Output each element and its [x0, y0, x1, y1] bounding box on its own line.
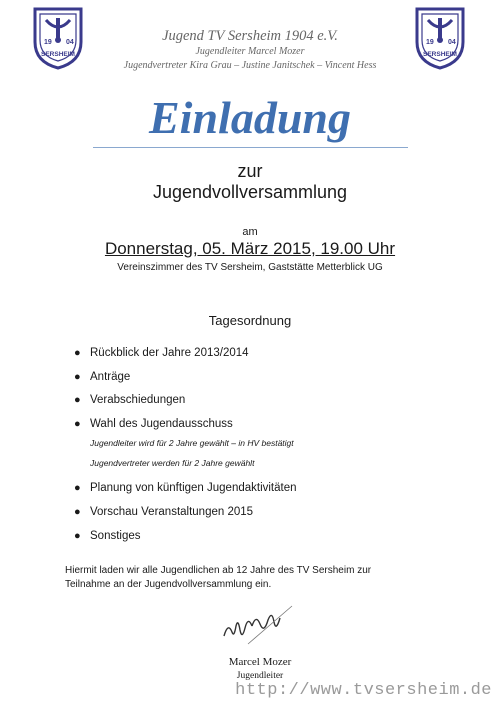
logo-year-left: 19: [426, 39, 434, 46]
closing-line: Teilnahme an der Jugendvollversammlung ein.: [65, 579, 272, 590]
logo-year-right: 04: [448, 39, 456, 46]
website-link[interactable]: http://www.tvsersheim.de: [235, 681, 492, 700]
bullet-icon: ●: [74, 371, 81, 383]
agenda-item-text: Rückblick der Jahre 2013/2014: [90, 347, 249, 359]
event-venue: Vereinszimmer des TV Sersheim, Gaststätte Metterblick UG: [117, 262, 383, 273]
page-title: Einladung: [149, 92, 351, 143]
bullet-icon: ●: [74, 530, 81, 542]
date-prefix: am: [242, 226, 258, 238]
event-date: Donnerstag, 05. März 2015, 19.00 Uhr: [104, 239, 396, 258]
bullet-icon: ●: [74, 506, 81, 518]
logo-town: SERSHEIM: [423, 51, 457, 58]
title-divider: [93, 147, 408, 148]
signature-icon: [218, 604, 296, 646]
agenda-item-text: Anträge: [90, 371, 131, 383]
agenda-item-text: Planung von künftigen Jugendaktivitäten: [90, 482, 297, 494]
agenda-title: Tagesordnung: [208, 313, 292, 328]
logo-year-left: 19: [44, 39, 52, 46]
closing-text: [65, 564, 445, 592]
agenda-item-text: Sonstiges: [90, 530, 141, 542]
subtitle-subject: Jugendvollversammlung: [152, 182, 348, 202]
closing-line: Hiermit laden wir alle Jugendlichen ab 12 Jahre des TV Sersheim zur: [65, 565, 372, 576]
club-name: Jugend TV Sersheim 1904 e.V.: [162, 28, 338, 44]
logo-year-right: 04: [66, 39, 74, 46]
bullet-icon: ●: [74, 394, 81, 406]
bullet-icon: ●: [74, 418, 81, 430]
club-header: [90, 28, 410, 73]
signer-role: Jugendleiter: [236, 671, 284, 681]
club-emblem-icon: [32, 6, 84, 70]
bullet-icon: ●: [74, 347, 81, 359]
club-leader-line: Jugendleiter Marcel Mozer: [195, 46, 305, 57]
subtitle-zur: zur: [237, 161, 263, 181]
logo-town: SERSHEIM: [41, 51, 75, 58]
club-emblem-icon: [414, 6, 466, 70]
agenda-note: Jugendvertreter werden für 2 Jahre gewählt: [90, 458, 255, 468]
signer-name: Marcel Mozer: [228, 656, 292, 668]
agenda-note: Jugendleiter wird für 2 Jahre gewählt – in HV bestätigt: [90, 438, 294, 448]
club-reps-line: Jugendvertreter Kira Grau – Justine Janitschek – Vincent Hess: [123, 60, 377, 71]
agenda-item-text: Vorschau Veranstaltungen 2015: [90, 506, 254, 518]
bullet-icon: ●: [74, 482, 81, 494]
agenda-item-text: Wahl des Jugendausschuss: [90, 418, 233, 430]
agenda-item-text: Verabschiedungen: [90, 394, 186, 406]
